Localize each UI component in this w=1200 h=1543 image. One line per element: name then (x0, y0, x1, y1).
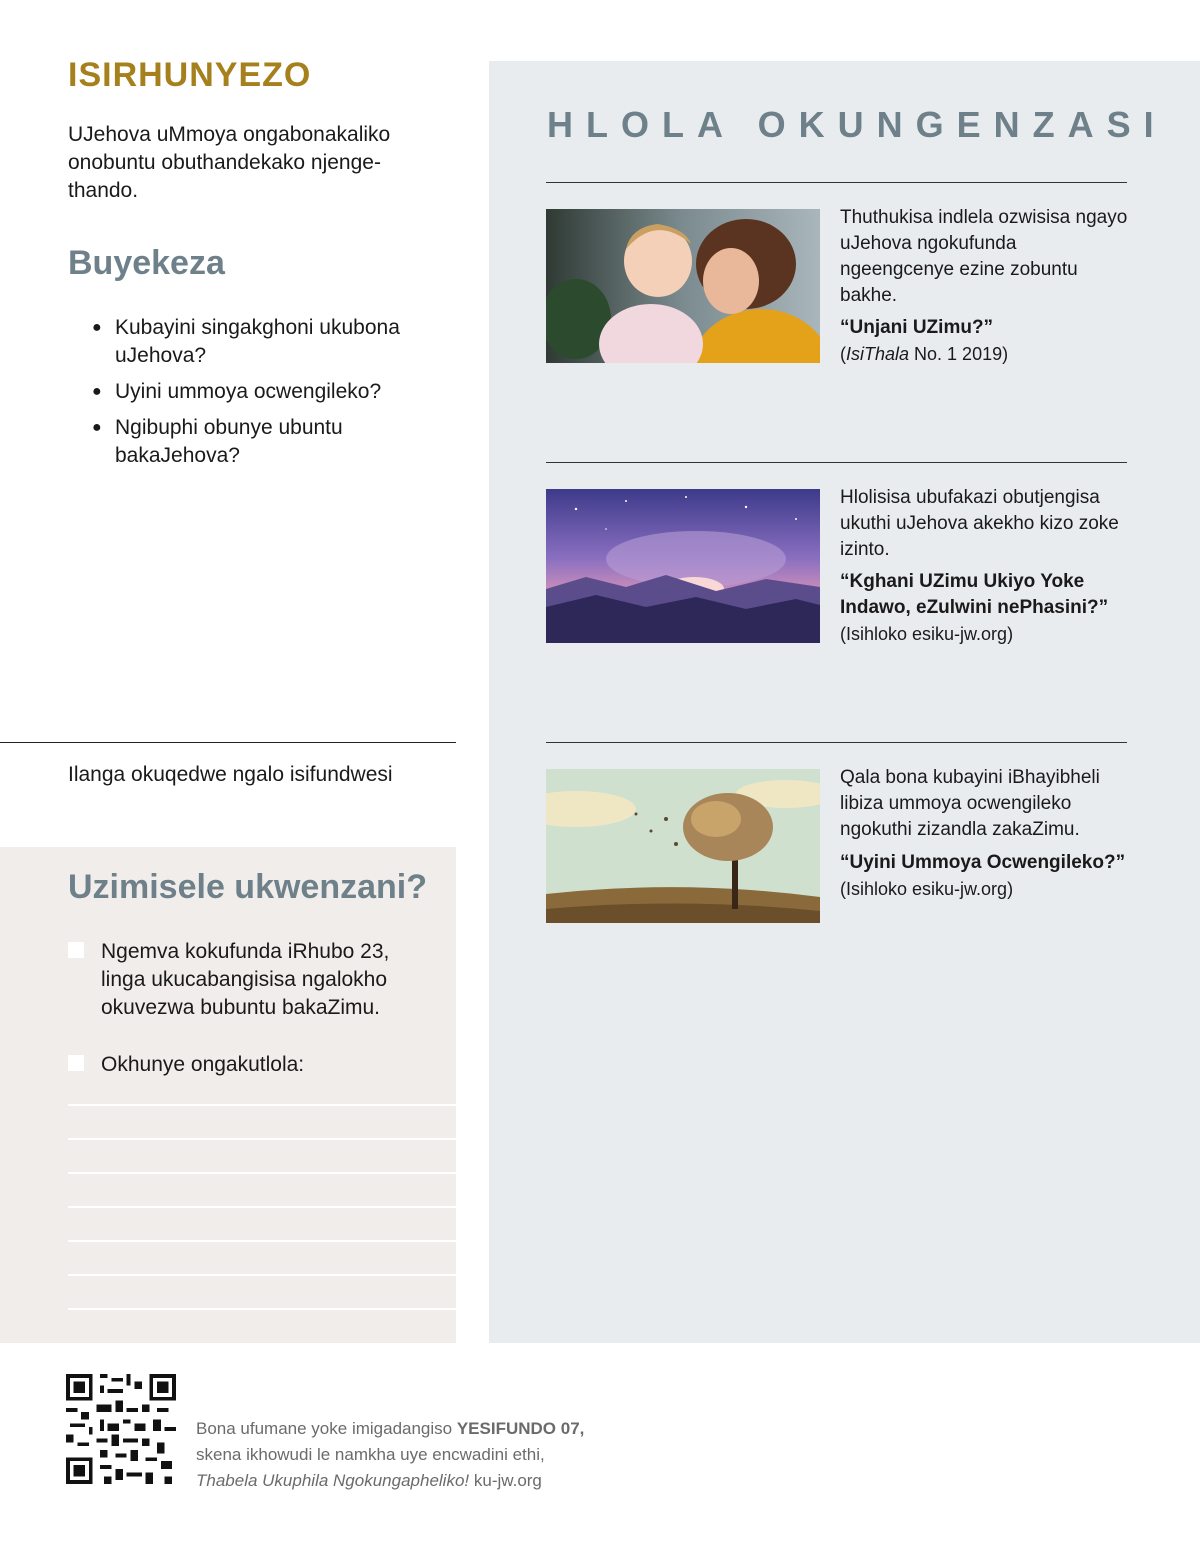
review-heading: Buyekeza (68, 244, 225, 282)
writing-line[interactable] (68, 1274, 456, 1276)
summary-heading: ISIRHUNYEZO (68, 56, 312, 94)
card-title[interactable]: “Uyini Ummoya Ocwengileko?” (840, 852, 1126, 873)
footer-line: skena ikhowudi le namkha uye encwadini ethi, (196, 1445, 545, 1464)
bullet-icon: ● (92, 419, 102, 436)
goal-checkbox[interactable] (68, 942, 84, 958)
completion-date-label: Ilanga okuqedwe ngalo isifundwesi (68, 763, 393, 786)
bullet-icon: ● (92, 383, 102, 400)
explore-card (840, 205, 1130, 367)
writing-line[interactable] (68, 1138, 456, 1140)
goal-box (0, 847, 456, 1343)
card-description: Qala bona kubayini iBhayibheli libiza ummoya ocwengileko ngokuthi zizandla zakaZimu. (840, 767, 1100, 840)
card-source: (IsiThala No. 1 2019) (840, 344, 1009, 364)
tree-in-wind-illustration[interactable] (546, 769, 820, 923)
card-title[interactable]: “Kghani UZimu Ukiyo Yoke Indawo, eZulwini nePhasini?” (840, 571, 1109, 618)
explore-heading: HLOLA OKUNGENZASI (547, 104, 1167, 145)
footer-text (196, 1416, 656, 1494)
summary-text: UJehova uMmoya ongabonakaliko onobuntu obuthandekako njengethando. (68, 123, 391, 202)
mother-and-child-photo[interactable] (546, 209, 820, 363)
card-description: Thuthukisa indlela ozwisisa ngayo uJehova ngokufunda ngeengcenye ezine zobuntu bakhe. (840, 207, 1128, 306)
review-questions (92, 314, 442, 478)
footer-line (196, 1468, 656, 1494)
card-title[interactable]: “Unjani UZimu?” (840, 317, 994, 338)
writing-line[interactable] (68, 1104, 456, 1106)
card-description: Hlolisisa ubufakazi obutjengisa ukuthi uJehova akekho kizo zoke izinto. (840, 487, 1119, 560)
goal-checkbox[interactable] (68, 1055, 84, 1071)
explore-card (840, 765, 1130, 903)
review-question: ● Kubayini singakghoni ukubona uJehova? (92, 316, 400, 367)
card-title-with-source (840, 849, 1130, 903)
goal-item: Ngemva kokufunda iRhubo 23, linga ukucabangisisa ngalokho okuvezwa bubuntu bakaZimu. (68, 938, 438, 1022)
writing-line[interactable] (68, 1308, 456, 1310)
footer-line: Bona ufumane yoke imigadangiso YESIFUNDO 07, (196, 1419, 585, 1438)
writing-line[interactable] (68, 1172, 456, 1174)
card-source: (Isihloko esiku-jw.org) (840, 879, 1014, 899)
divider (546, 742, 1127, 743)
explore-card (840, 485, 1130, 647)
card-source: (Isihloko esiku-jw.org) (840, 624, 1014, 644)
divider (546, 462, 1127, 463)
review-question: ● Ngibuphi obunye ubuntu bakaJehova? (92, 416, 343, 467)
goal-heading: Uzimisele ukwenzani? (68, 868, 427, 906)
starry-sky-mountains-photo[interactable] (546, 489, 820, 643)
bullet-icon: ● (92, 319, 102, 336)
qr-code-icon[interactable] (66, 1374, 176, 1484)
book-title: Thabela Ukuphila Ngokungapheliko! (196, 1471, 470, 1490)
writing-line[interactable] (68, 1206, 456, 1208)
writing-line[interactable] (68, 1240, 456, 1242)
goal-item: Okhunye ongakutlola: (68, 1051, 438, 1079)
divider (0, 742, 456, 743)
review-question: ● Uyini ummoya ocwengileko? (92, 378, 442, 406)
divider (546, 182, 1127, 183)
site-link[interactable]: ku-jw.org (469, 1471, 542, 1490)
